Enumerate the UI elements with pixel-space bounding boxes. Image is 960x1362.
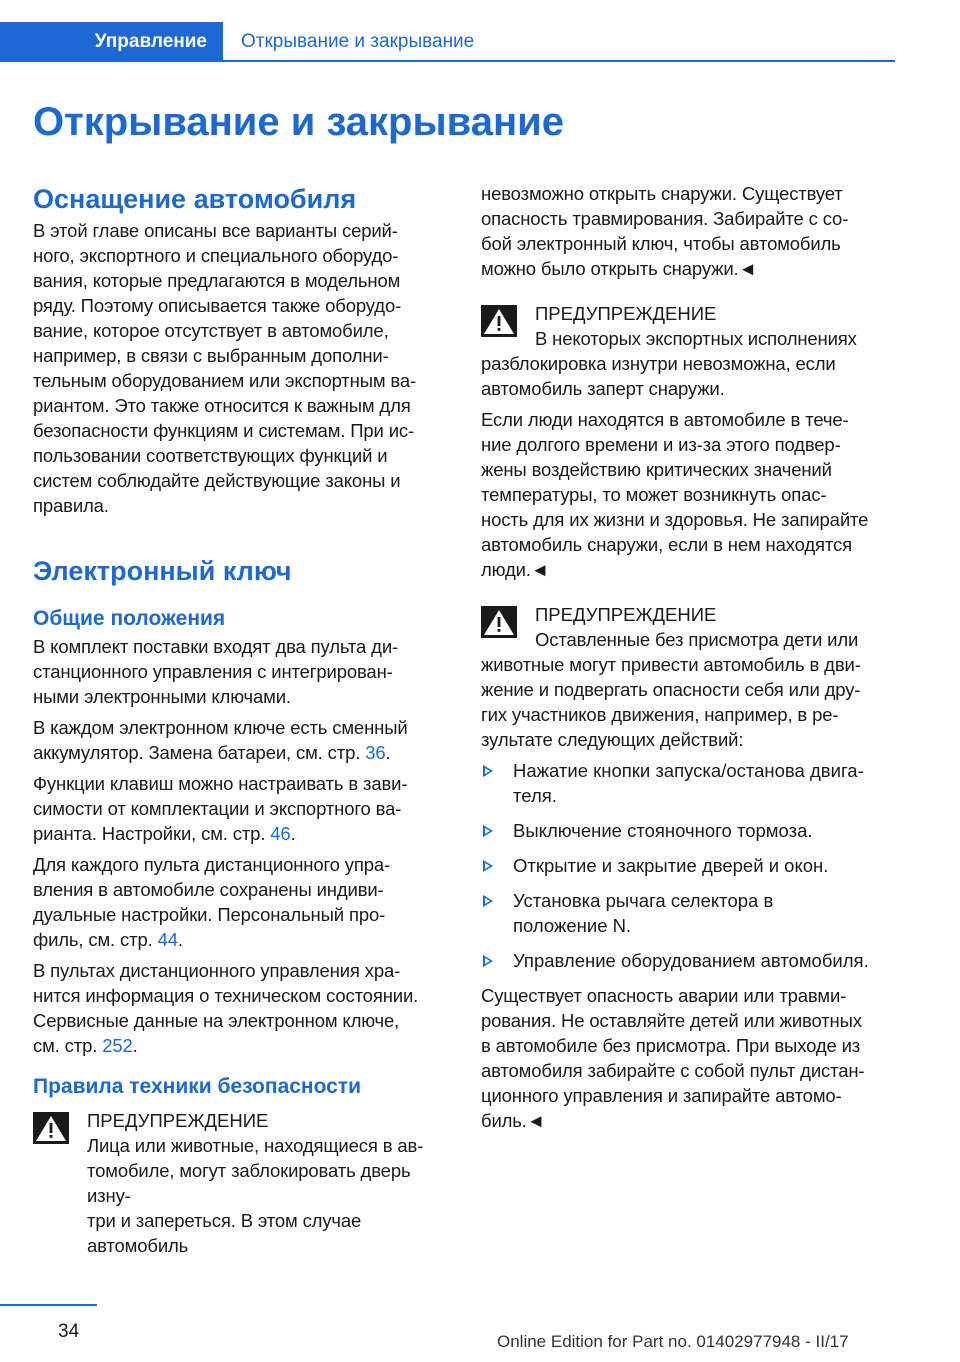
list-item: Управление оборудованием автомобиля. <box>481 948 896 973</box>
warning-label: ПРЕДУПРЕЖДЕНИЕ <box>535 303 717 324</box>
paragraph-final: Существует опасность аварии или травми- рования. Не оставляйте детей или животных в автомобиле без присмотра. При выходе из автомобиля забирайте с собой пульт дистан- ционного управления и запирайте автомо- биль.◄ <box>481 985 865 1131</box>
heading-general: Общие положения <box>33 607 226 630</box>
paragraph-people: Если люди находятся в автомобиле в тече- ние долгого времени и из-за этого подвер- жены воздействию критических значений температуры, то может возникнуть опас- ность для их жизни и здоровья. Не запирайте автомобиль снаружи, если в нем находятся люди.◄ <box>481 409 869 580</box>
list-item: Выключение стояночного тормоза. <box>481 818 896 843</box>
footer-rule <box>0 1304 97 1306</box>
edition-note: Online Edition for Part no. 01402977948 - II/17 <box>497 1332 849 1351</box>
warning-text-2: В некоторых экспортных исполнениях разблокировка изнутри невозможна, если автомобиль заперт снаружи. <box>481 328 857 399</box>
warning-label: ПРЕДУПРЕЖДЕНИЕ <box>87 1110 269 1131</box>
page-link-46[interactable]: 46 <box>270 823 291 844</box>
paragraph-general-1: В комплект поставки входят два пульта ди- станционного управления с интегрирован- ными электронными ключами. <box>33 636 399 707</box>
heading-electronic-key: Электронный ключ <box>33 556 292 586</box>
paragraph-general-4: Для каждого пульта дистанционного упра- вления в автомобиле сохранены индиви- дуальные настройки. Персональный про- филь, см. стр. 44. <box>33 854 391 950</box>
warning-block-1 <box>33 1102 448 1258</box>
left-column <box>33 180 448 1264</box>
warning-block-2 <box>481 295 896 401</box>
warning-label: ПРЕДУПРЕЖДЕНИЕ <box>535 604 717 625</box>
warning-icon <box>481 305 517 337</box>
header-rule <box>223 60 895 62</box>
page-link-44[interactable]: 44 <box>157 929 178 950</box>
header-section-label: Управление <box>94 31 207 52</box>
page-link-36[interactable]: 36 <box>365 742 386 763</box>
warning-icon <box>33 1112 69 1144</box>
page-link-252[interactable]: 252 <box>102 1035 133 1056</box>
heading-safety: Правила техники безопасности <box>33 1075 362 1098</box>
header-breadcrumb: Открывание и закрывание <box>241 31 475 52</box>
warning-text-1: Лица или животные, находящиеся в ав- томобиле, могут заблокировать дверь изну- три и запереться. В этом случае автомобиль <box>87 1135 424 1256</box>
heading-equipment: Оснащение автомобиля <box>33 184 357 214</box>
page-title: Открывание и закрывание <box>33 100 564 144</box>
header-section-tab <box>0 22 223 62</box>
paragraph-general-5: В пультах дистанционного управления хра- нится информация о техническом состоянии. Сервисные данные на электронном ключе, см. стр. 252. <box>33 960 419 1056</box>
bullet-triangle-icon <box>483 955 493 967</box>
paragraph-general-3: Функции клавиш можно настраивать в зави- симости от комплектации и экспортного ва- рианта. Настройки, см. стр. 46. <box>33 773 408 844</box>
paragraph-general-2: В каждом электронном ключе есть сменный аккумулятор. Замена батареи, см. стр. 36. <box>33 717 408 763</box>
warning-text-3: Оставленные без присмотра дети или животные могут привести автомобиль в дви- жение и подвергать опасности себя или дру- гих участников движения, например, в ре- зультате следующих действий: <box>481 629 861 750</box>
right-column <box>481 181 896 1139</box>
warning-block-3 <box>481 596 896 752</box>
bullet-triangle-icon <box>483 765 493 777</box>
list-item: Установка рычага селектора в положение N. <box>481 888 896 938</box>
warning-icon <box>481 606 517 638</box>
paragraph-equipment: В этой главе описаны все варианты серий- ного, экспортного и специального оборудо- вания, которые предлагаются в модельном ряду. Поэтому описывается также оборудо- вание, которое отсутствует в автомобиле, например, в связи с выбранным дополни- тельным оборудованием или экспортным ва- риантом. Это также относится к важным для безопасности функциям и системам. При ис- пользовании соответствующих функций и систем соблюдайте действующие законы и правила. <box>33 220 417 516</box>
paragraph-continued: невозможно открыть снаружи. Существует опасность травмирования. Забирайте с со- бой электронный ключ, чтобы автомобиль можно было открыть снаружи.◄ <box>481 183 849 279</box>
bullet-triangle-icon <box>483 825 493 837</box>
bullet-triangle-icon <box>483 860 493 872</box>
page-number: 34 <box>58 1321 80 1342</box>
list-item: Нажатие кнопки запуска/останова двига- теля. <box>481 758 896 808</box>
list-item: Открытие и закрытие дверей и окон. <box>481 853 896 878</box>
action-list <box>481 758 896 973</box>
bullet-triangle-icon <box>483 895 493 907</box>
